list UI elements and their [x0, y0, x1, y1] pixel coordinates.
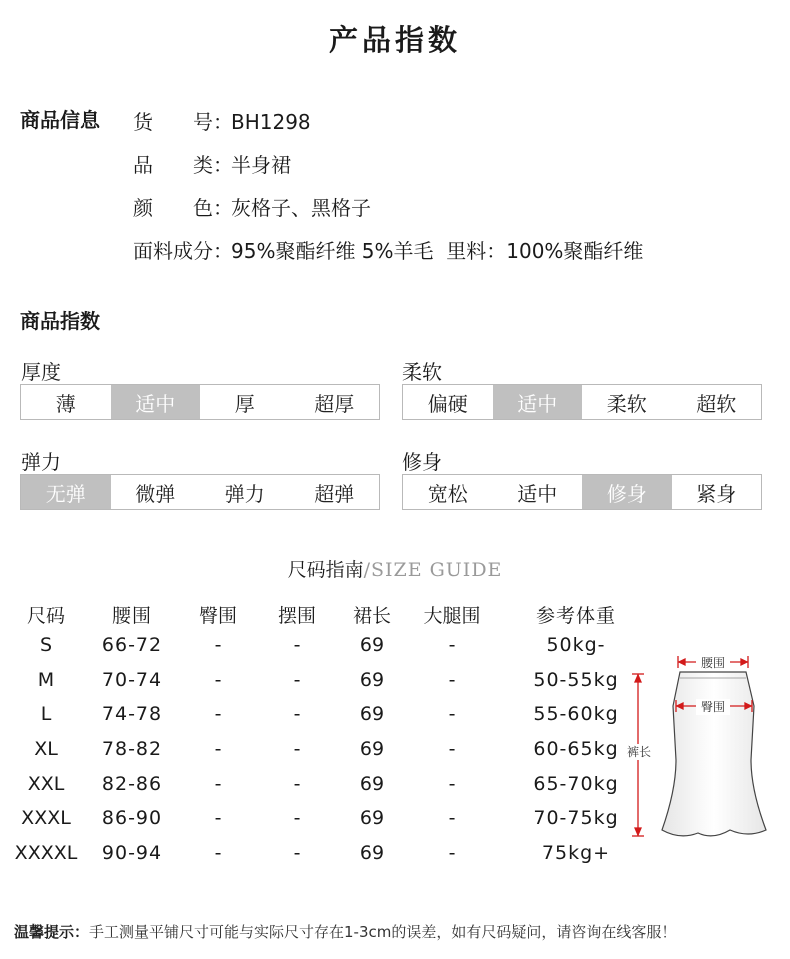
- scale-option: 超软: [696, 391, 737, 416]
- product-index-label: 商品指数: [20, 309, 100, 333]
- table-cell: -: [214, 807, 222, 830]
- info-row-category: [133, 149, 291, 178]
- size-guide-title-cn: 尺码指南: [287, 559, 364, 581]
- table-cell: -: [293, 703, 301, 726]
- info-value: 95%聚酯纤维 5%羊毛 里料：100%聚酯纤维: [231, 239, 644, 263]
- footer-tip: [14, 921, 676, 942]
- table-header: 腰围: [111, 604, 152, 627]
- table-cell: -: [448, 668, 456, 691]
- scale-option: 偏硬: [427, 391, 468, 416]
- scale-option: 微弹: [135, 481, 176, 506]
- scale-title-elasticity: 弹力: [21, 450, 61, 474]
- table-cell: -: [448, 772, 456, 795]
- table-cell: XXL: [27, 772, 65, 795]
- skirt-measurement-diagram: [618, 640, 788, 855]
- table-header: 参考体重: [535, 604, 616, 627]
- scale-option: 超弹: [314, 481, 355, 506]
- scale-option-selected: 适中: [111, 385, 201, 419]
- table-cell: 69: [359, 807, 385, 830]
- table-row: [6, 766, 656, 801]
- table-cell: -: [293, 807, 301, 830]
- scale-option: 紧身: [696, 481, 737, 506]
- scale-option-selected: 适中: [493, 385, 583, 419]
- table-cell: 66-72: [101, 634, 163, 657]
- table-cell: 69: [359, 738, 385, 761]
- scale-title-thickness: 厚度: [21, 360, 61, 384]
- table-cell: -: [214, 634, 222, 657]
- info-value: 半身裙: [231, 153, 291, 177]
- table-cell: -: [448, 738, 456, 761]
- scale-option: 柔软: [606, 391, 647, 416]
- table-cell: -: [448, 841, 456, 864]
- table-header: 尺码: [26, 604, 65, 627]
- table-cell: -: [293, 841, 301, 864]
- table-row: [6, 836, 656, 871]
- table-header: 大腿围: [423, 604, 481, 627]
- table-header: 裙长: [352, 604, 391, 627]
- table-cell: -: [448, 807, 456, 830]
- table-cell: 90-94: [101, 841, 163, 864]
- table-cell: -: [293, 668, 301, 691]
- size-guide-title-en: SIZE GUIDE: [370, 559, 503, 581]
- scale-thickness: [20, 384, 380, 420]
- table-row: [6, 663, 656, 698]
- scale-option: 薄: [55, 391, 76, 416]
- table-cell: XL: [34, 738, 58, 761]
- table-cell: L: [40, 703, 52, 726]
- table-cell: 60-65kg: [533, 738, 619, 761]
- scale-option: 超厚: [314, 391, 355, 416]
- waist-label: 腰围: [700, 656, 726, 670]
- table-cell: XXXL: [21, 807, 71, 830]
- info-row-item-number: [133, 106, 311, 135]
- table-cell: 55-60kg: [533, 703, 619, 726]
- hip-label: 臀围: [700, 700, 726, 714]
- info-label: 货 号：: [133, 110, 233, 134]
- table-cell: 69: [359, 772, 385, 795]
- scale-option: 适中: [517, 481, 558, 506]
- size-table: [6, 600, 656, 870]
- table-row: [6, 732, 656, 767]
- table-cell: -: [214, 703, 222, 726]
- info-row-material: [133, 235, 643, 264]
- table-header: 摆围: [277, 604, 316, 627]
- scale-option: 厚: [234, 391, 255, 416]
- table-cell: 70-74: [101, 668, 163, 691]
- scale-title-softness: 柔软: [402, 360, 442, 384]
- table-cell: 75kg+: [541, 841, 611, 864]
- info-label: 颜 色：: [133, 196, 233, 220]
- length-label: 裤长: [626, 745, 652, 759]
- size-guide-title-sep: /: [363, 559, 371, 581]
- scale-option-selected: 修身: [582, 475, 672, 509]
- table-cell: 69: [359, 668, 385, 691]
- table-cell: -: [214, 668, 222, 691]
- table-cell: 69: [359, 634, 385, 657]
- table-row: [6, 801, 656, 836]
- scale-option-selected: 无弹: [21, 475, 111, 509]
- table-cell: 50kg-: [546, 634, 606, 657]
- table-cell: S: [39, 634, 53, 657]
- table-header-row: [6, 600, 656, 628]
- table-cell: -: [448, 703, 456, 726]
- footer-tip-text: 手工测量平铺尺寸可能与实际尺寸存在1-3cm的误差，如有尺码疑问，请咨询在线客服！: [89, 923, 677, 941]
- table-cell: 69: [359, 841, 385, 864]
- info-label: 品 类：: [133, 153, 233, 177]
- info-label: 面料成分：: [133, 239, 233, 263]
- table-cell: -: [214, 738, 222, 761]
- table-cell: -: [214, 841, 222, 864]
- skirt-outline: [662, 672, 766, 836]
- table-cell: M: [37, 668, 55, 691]
- info-value: BH1298: [231, 110, 311, 134]
- table-cell: -: [448, 634, 456, 657]
- size-guide-title: [0, 555, 790, 582]
- scale-softness: [402, 384, 762, 420]
- scale-option: 弹力: [224, 481, 265, 506]
- table-cell: 78-82: [101, 738, 163, 761]
- table-cell: -: [293, 738, 301, 761]
- scale-elasticity: [20, 474, 380, 510]
- table-cell: 82-86: [101, 772, 163, 795]
- info-row-color: [133, 192, 371, 221]
- scale-title-fit: 修身: [402, 450, 442, 474]
- table-row: [6, 697, 656, 732]
- scale-option: 宽松: [427, 481, 468, 506]
- table-cell: 69: [359, 703, 385, 726]
- table-cell: XXXXL: [14, 841, 78, 864]
- footer-tip-label: 温馨提示：: [14, 923, 90, 941]
- table-cell: 70-75kg: [533, 807, 619, 830]
- page-title: 产品指数: [328, 23, 461, 57]
- info-value: 灰格子、黑格子: [231, 196, 371, 220]
- table-cell: -: [293, 634, 301, 657]
- product-info-label: 商品信息: [20, 108, 100, 132]
- table-row: [6, 628, 656, 663]
- table-cell: 74-78: [101, 703, 163, 726]
- table-cell: -: [214, 772, 222, 795]
- table-cell: 86-90: [101, 807, 163, 830]
- table-header: 臀围: [198, 604, 237, 627]
- table-cell: 65-70kg: [533, 772, 619, 795]
- scale-fit: [402, 474, 762, 510]
- table-cell: 50-55kg: [533, 668, 619, 691]
- table-cell: -: [293, 772, 301, 795]
